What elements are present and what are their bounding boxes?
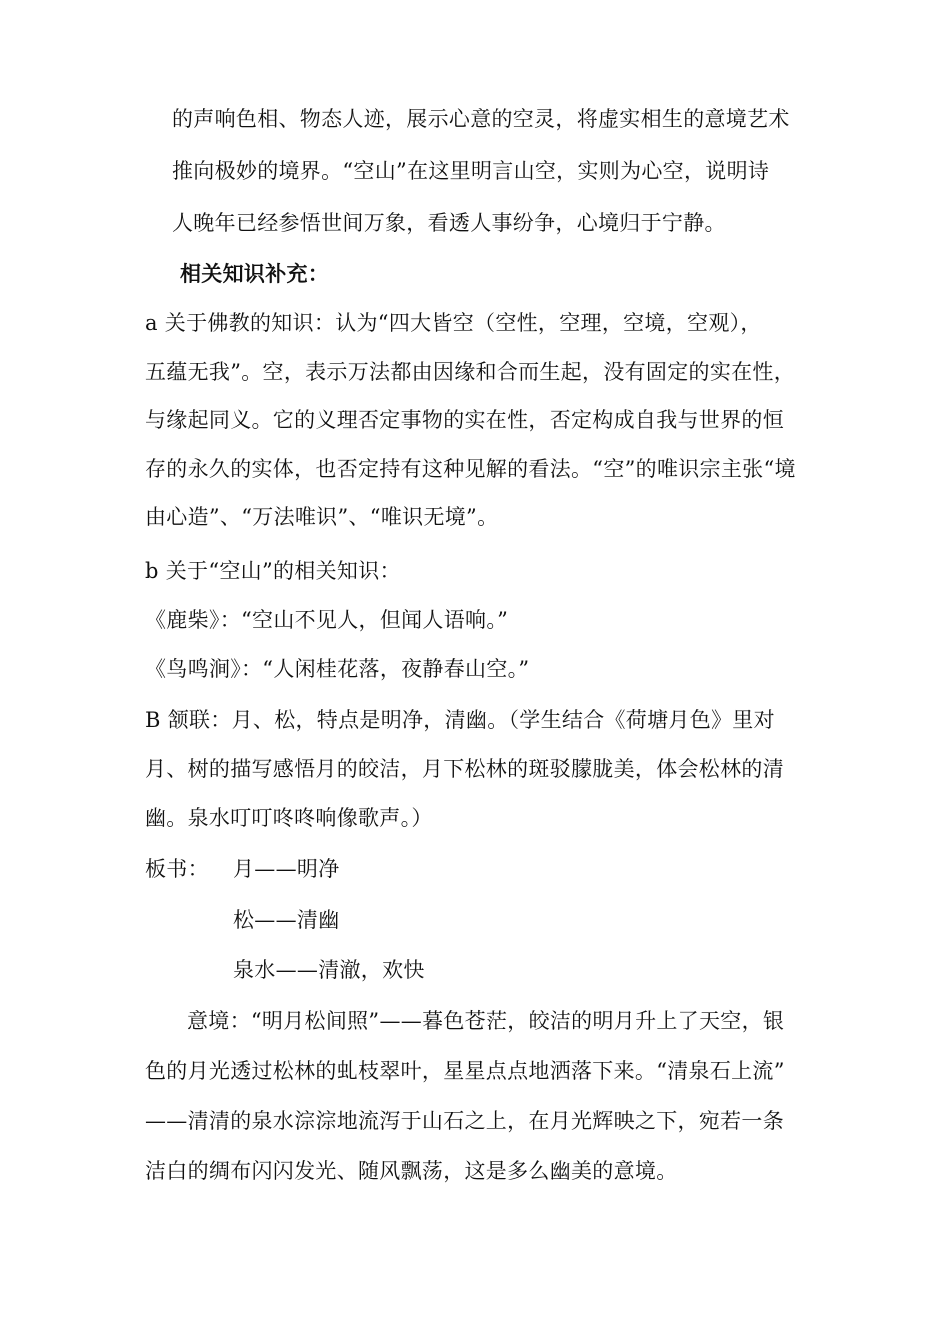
paragraph-line: 洁白的绸布闪闪发光、随风飘荡，这是多么幽美的意境。	[145, 1159, 678, 1183]
paragraph-line: 推向极妙的境界。“空山”在这里明言山空，实则为心空，说明诗	[172, 159, 770, 183]
paragraph-line: ——清清的泉水淙淙地流泻于山石之上，在月光辉映之下，宛若一条	[145, 1109, 784, 1133]
paragraph-line: 色的月光透过松林的虬枝翠叶，星星点点地洒落下来。“清泉石上流”	[145, 1059, 785, 1083]
board-item: 松——清幽	[233, 908, 340, 932]
quote-line: 《鹿柴》：“空山不见人，但闻人语响。”	[145, 608, 509, 632]
paragraph-line: B 颔联：月、松，特点是明净，清幽。（学生结合《荷塘月色》里对	[145, 708, 775, 732]
board-label: 板书：	[145, 857, 209, 881]
board-item: 月——明净	[233, 857, 340, 881]
section-heading: 相关知识补充：	[180, 261, 330, 286]
paragraph-line: a 关于佛教的知识：认为“四大皆空（空性，空理，空境，空观），	[145, 311, 762, 335]
paragraph-line: 由心造”、“万法唯识”、“唯识无境”。	[145, 505, 499, 529]
paragraph-line: 幽。泉水叮叮咚咚响像歌声。）	[145, 806, 433, 830]
paragraph-line: 月、树的描写感悟月的皎洁，月下松林的斑驳朦胧美，体会松林的清	[145, 757, 784, 781]
paragraph-line: 五蕴无我”。空，表示万法都由因缘和合而生起，没有固定的实在性，	[145, 360, 796, 384]
quote-line: 《鸟鸣涧》：“人闲桂花落，夜静春山空。”	[145, 657, 530, 681]
paragraph-line: 与缘起同义。它的义理否定事物的实在性，否定构成自我与世界的恒	[145, 408, 784, 432]
paragraph-line: 存的永久的实体，也否定持有这种见解的看法。“空”的唯识宗主张“境	[145, 457, 796, 481]
board-item: 泉水——清澈，欢快	[233, 958, 425, 982]
paragraph-line: 意境：“明月松间照”——暮色苍茫，皎洁的明月升上了天空，银	[187, 1009, 785, 1033]
paragraph-line: 人晚年已经参悟世间万象，看透人事纷争，心境归于宁静。	[172, 211, 726, 235]
paragraph-line: 的声响色相、物态人迹，展示心意的空灵，将虚实相生的意境艺术	[172, 107, 790, 131]
paragraph-line: b 关于“空山”的相关知识：	[145, 559, 401, 583]
